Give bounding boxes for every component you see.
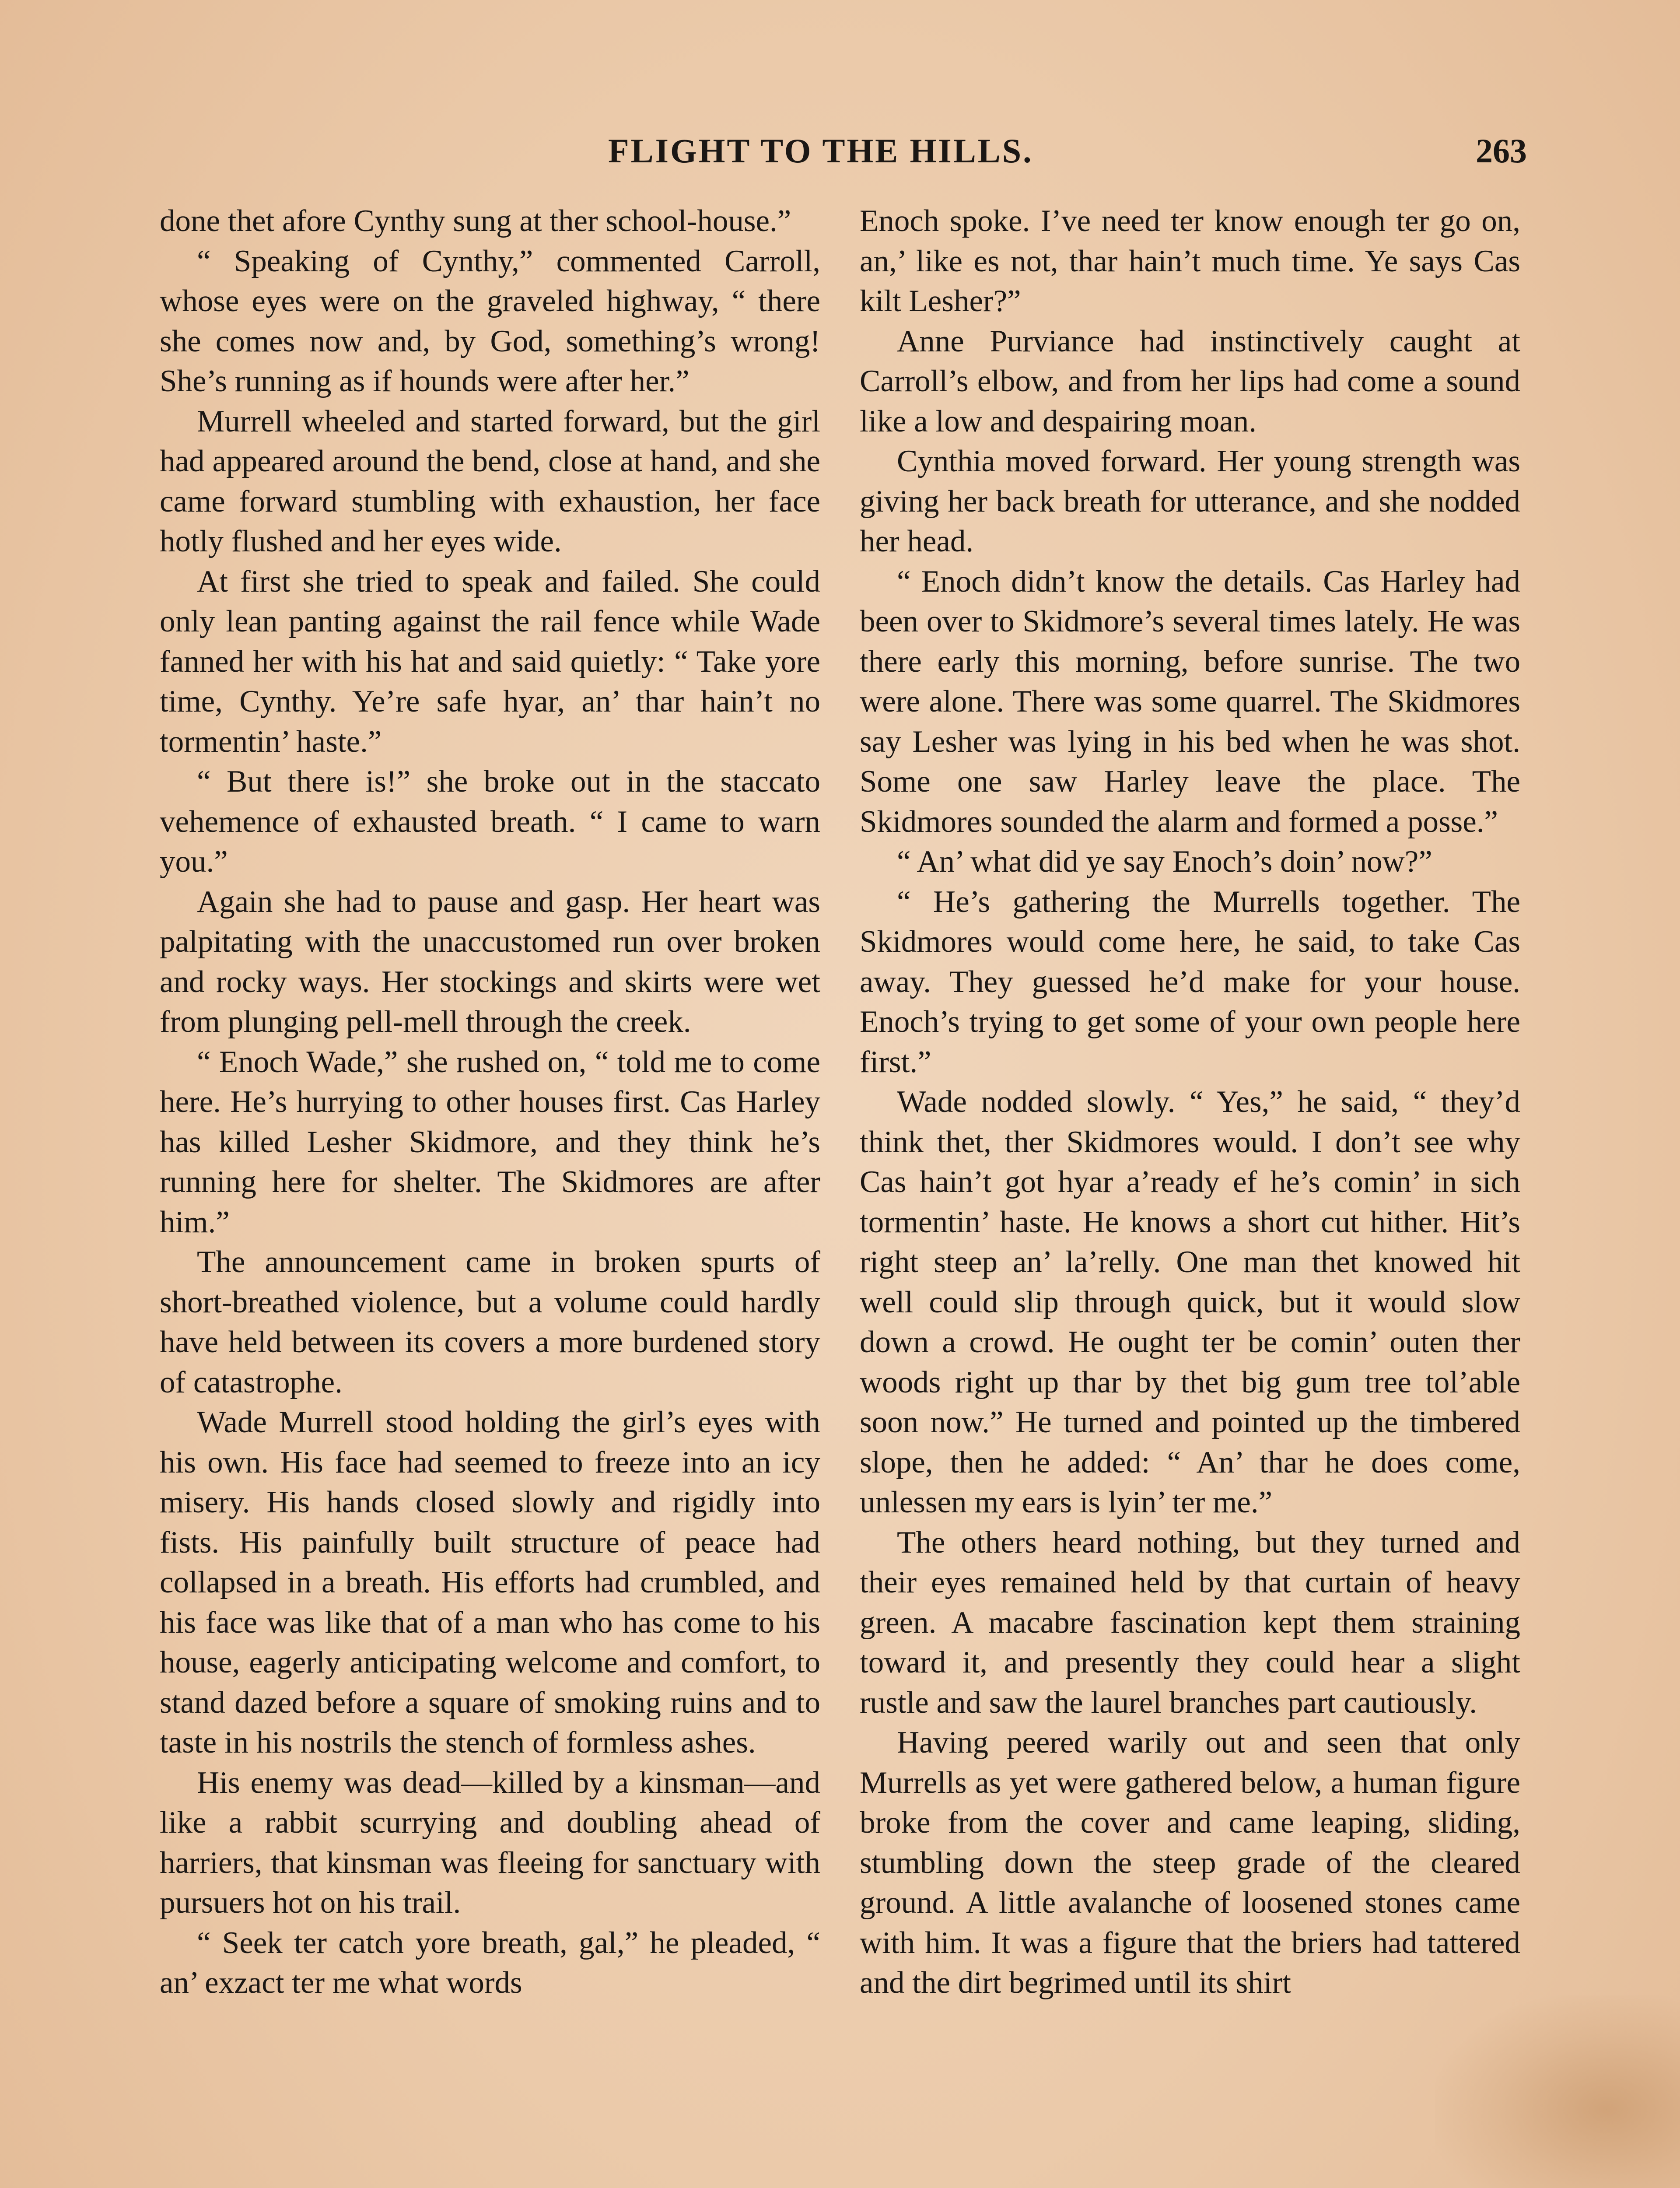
paragraph: Having peered warily out and seen that only Murrells as yet were gathered below, a human figure broke from the cover and came leaping, sliding, stumbling down the steep grade of the cleared ground. A little avalanche of loosened stones came with him. It was a figure that the briers had tattered and the dirt begrimed until its shirt bbox=[860, 1725, 1520, 2000]
paragraph: Again she had to pause and gasp. Her heart was palpitating with the unaccustomed run over broken and rocky ways. Her stockings and skirts were wet from plunging pell-mell through the creek. bbox=[160, 884, 820, 1039]
paragraph: done thet afore Cynthy sung at ther school-house.” bbox=[160, 204, 791, 238]
paragraph: “ Speaking of Cynthy,” commented Carroll, whose eyes were on the graveled highway, “ there she comes now and, by God, something’s wrong! She’s running as if hounds were after her.” bbox=[160, 244, 820, 398]
paragraph: The announcement came in broken spurts of short-breathed violence, but a volume could hardly have held between its covers a more burdened story of catastrophe. bbox=[160, 1245, 820, 1399]
paragraph: “ Enoch didn’t know the details. Cas Harley had been over to Skidmore’s several times lately. He was there early this morning, before sunrise. The two were alone. There was some quarrel. The Skidmores say Lesher was lying in his bed when he was shot. Some one saw Harley leave the place. The Skidmores sounded the alarm and formed a posse.” bbox=[860, 564, 1520, 839]
paragraph: “ Enoch Wade,” she rushed on, “ told me to come here. He’s hurrying to other houses first. Cas Harley has killed Lesher Skidmore, and they think he’s running here for shelter. The Skidmores are after him.” bbox=[160, 1045, 820, 1239]
paragraph: “ Seek ter catch yore breath, gal,” he pleaded, “ an’ exzact ter me what words bbox=[160, 1925, 820, 2000]
paragraph: Wade Murrell stood holding the girl’s eyes with his own. His face had seemed to freeze into an icy misery. His hands closed slowly and rigidly into fists. His painfully built structure of peace had collapsed in a breath. His efforts had crumbled, and his face was like that of a man who has come to his house, eagerly anticipating welcome and comfort, to stand dazed before a square of smoking ruins and to taste in his nostrils the stench of formless ashes. bbox=[160, 1405, 820, 1760]
paragraph: “ An’ what did ye say Enoch’s doin’ now?” bbox=[897, 845, 1432, 879]
left-column bbox=[160, 201, 820, 2003]
paragraph: Anne Purviance had instinctively caught at Carroll’s elbow, and from her lips had come a sound like a low and despairing moan. bbox=[860, 324, 1520, 438]
paragraph: Murrell wheeled and started forward, but the girl had appeared around the bend, close at hand, and she came forward stumbling with exhaustion, her face hotly flushed and her eyes wide. bbox=[160, 404, 820, 558]
paragraph: Wade nodded slowly. “ Yes,” he said, “ they’d think thet, ther Skidmores would. I don’t see why Cas hain’t got hyar a’ready ef he’s comin’ in sich tormentin’ haste. He knows a short cut hither. Hit’s right steep an’ la’relly. One man thet knowed hit well could slip through quick, but it would slow down a crowd. He ought ter be comin’ outen ther woods right up thar by thet big gum tree tol’able soon now.” He turned and pointed up the timbered slope, then he added: “ An’ thar he does come, unlessen my ears is lyin’ ter me.” bbox=[860, 1085, 1520, 1519]
paragraph: The others heard nothing, but they turned and their eyes remained held by that curtain of heavy green. A macabre fascination kept them straining toward it, and presently they could hear a slight rustle and saw the laurel branches part cautiously. bbox=[860, 1525, 1520, 1720]
paragraph: “ He’s gathering the Murrells together. The Skidmores would come here, he said, to take Cas away. They guessed he’d make for your house. Enoch’s trying to get some of your own people here first.” bbox=[860, 884, 1520, 1079]
page-number: 263 bbox=[1476, 132, 1527, 170]
paragraph: Cynthia moved forward. Her young strength was giving her back breath for utterance, and she nodded her head. bbox=[860, 444, 1520, 558]
paragraph: Enoch spoke. I’ve need ter know enough ter go on, an,’ like es not, thar hain’t much time. Ye says Cas kilt Lesher?” bbox=[860, 204, 1520, 318]
paragraph: “ But there is!” she broke out in the staccato vehemence of exhausted breath. “ I came to warn you.” bbox=[160, 764, 820, 879]
water-stain bbox=[1435, 1995, 1680, 2188]
page-header bbox=[162, 131, 1527, 179]
right-column bbox=[860, 201, 1520, 2003]
running-head: FLIGHT TO THE HILLS. bbox=[608, 132, 1033, 170]
paragraph: His enemy was dead—killed by a kinsman—and like a rabbit scurrying and doubling ahead of harriers, that kinsman was fleeing for sanctuary with pursuers hot on his trail. bbox=[160, 1765, 820, 1920]
paragraph: At first she tried to speak and failed. She could only lean panting against the rail fence while Wade fanned her with his hat and said quietly: “ Take yore time, Cynthy. Ye’re safe hyar, an’ thar hain’t no tormentin’ haste.” bbox=[160, 564, 820, 759]
